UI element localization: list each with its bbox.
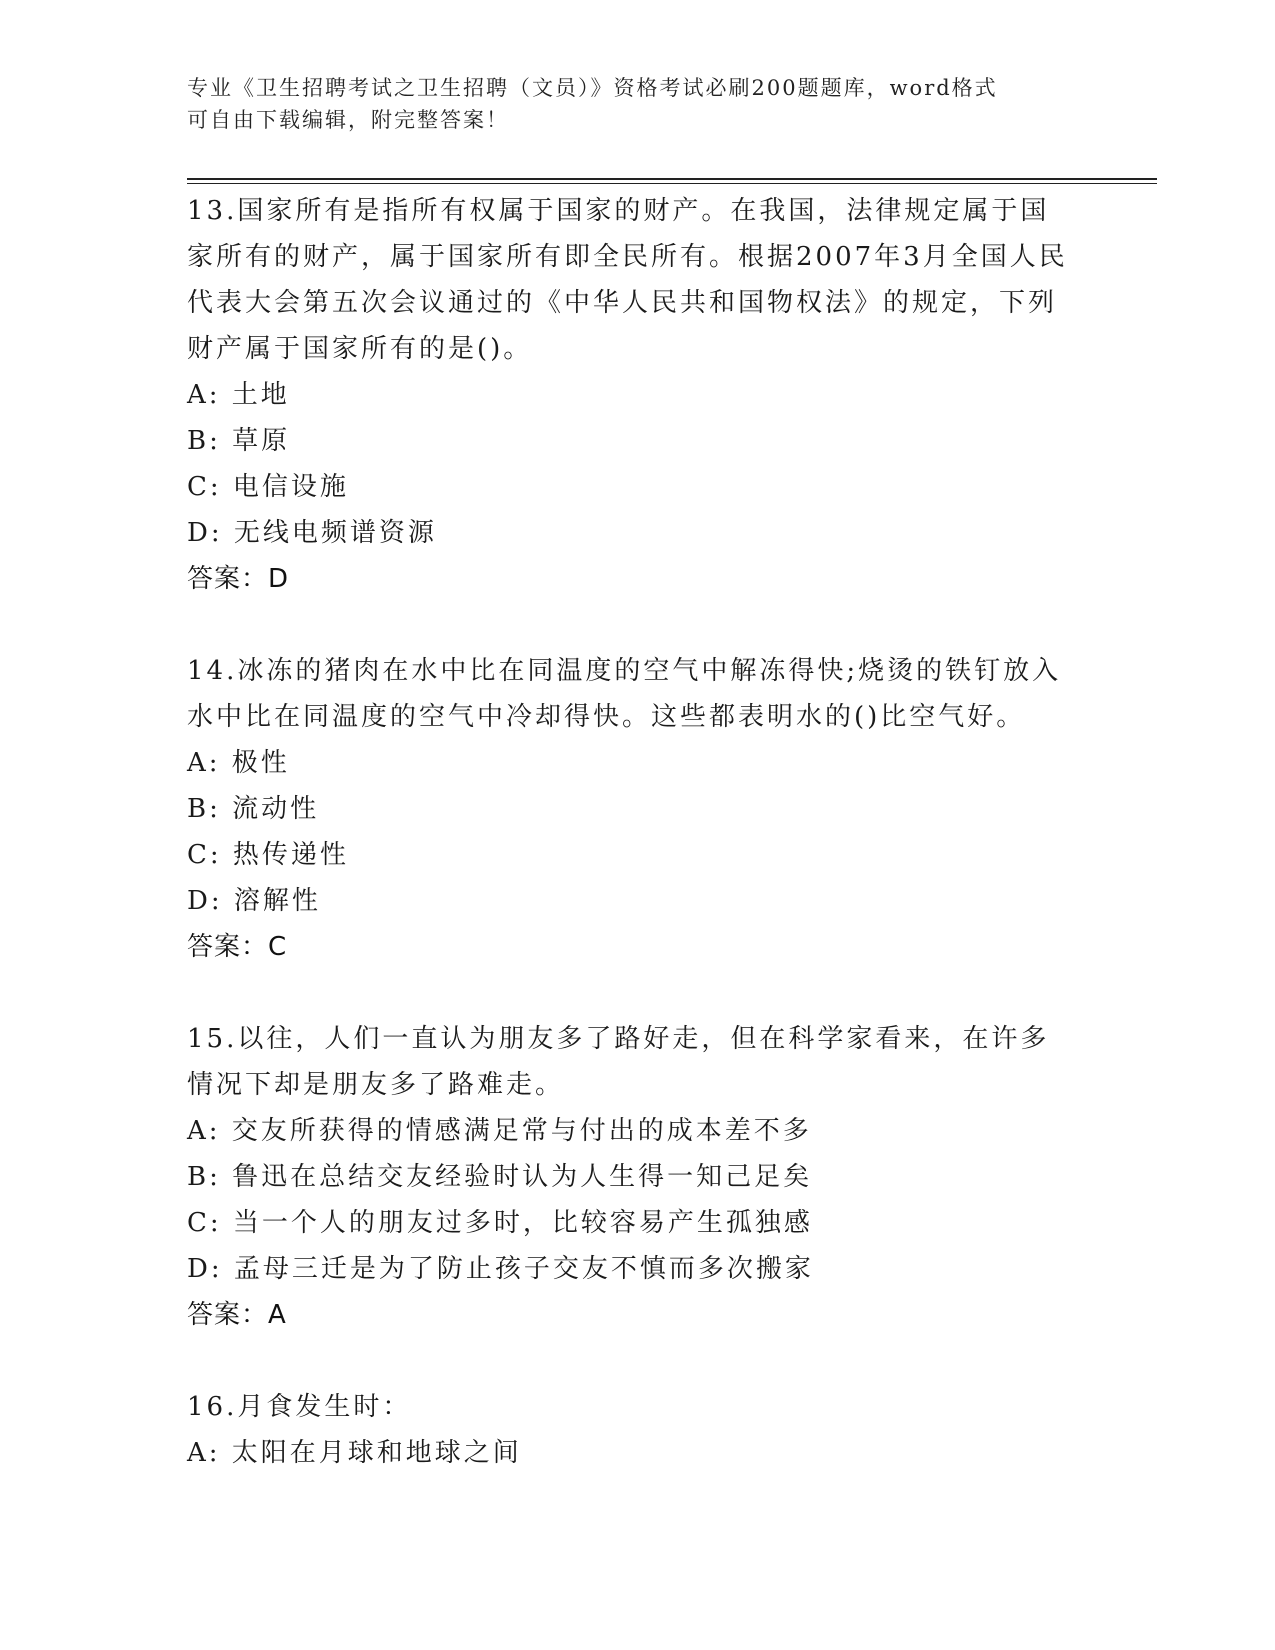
option-c: C: 当一个人的朋友过多时，比较容易产生孤独感 xyxy=(187,1208,813,1238)
option-a: A: 土地 xyxy=(187,380,290,410)
header-divider-thin xyxy=(187,183,1157,184)
document-header xyxy=(187,72,1087,136)
option-a: A: 太阳在月球和地球之间 xyxy=(187,1438,522,1468)
answer-line: 答案：D xyxy=(187,564,290,594)
spacer xyxy=(187,602,1087,648)
option-c: C: 电信设施 xyxy=(187,472,349,502)
option-b: B: 鲁迅在总结交友经验时认为人生得一知己足矣 xyxy=(187,1162,813,1192)
answer-line: 答案：A xyxy=(187,1300,287,1330)
question-list xyxy=(187,188,1087,1476)
question-14 xyxy=(187,648,1087,970)
answer-line: 答案：C xyxy=(187,932,288,962)
question-stem: 14.冰冻的猪肉在水中比在同温度的空气中解冻得快;烧烫的铁钉放入水中比在同温度的空气中冷却得快。这些都表明水的()比空气好。 xyxy=(187,656,1062,732)
question-15 xyxy=(187,1016,1087,1338)
question-stem: 15.以往，人们一直认为朋友多了路好走，但在科学家看来，在许多情况下却是朋友多了路难走。 xyxy=(187,1024,1050,1100)
question-stem: 13.国家所有是指所有权属于国家的财产。在我国，法律规定属于国家所有的财产，属于国家所有即全民所有。根据2007年3月全国人民代表大会第五次会议通过的《中华人民共和国物权法》的规定，下列财产属于国家所有的是()。 xyxy=(187,196,1068,364)
option-b: B: 草原 xyxy=(187,426,291,456)
header-line-2: 可自由下载编辑，附完整答案！ xyxy=(187,108,509,132)
spacer xyxy=(187,1338,1087,1384)
option-c: C: 热传递性 xyxy=(187,840,349,870)
option-a: A: 交友所获得的情感满足常与付出的成本差不多 xyxy=(187,1116,812,1146)
spacer xyxy=(187,970,1087,1016)
question-16 xyxy=(187,1384,1087,1476)
option-d: D: 无线电频谱资源 xyxy=(187,518,437,548)
header-line-1: 专业《卫生招聘考试之卫生招聘（文员）》资格考试必刷200题题库，word格式 xyxy=(187,76,998,100)
question-13 xyxy=(187,188,1087,602)
option-a: A: 极性 xyxy=(187,748,290,778)
option-b: B: 流动性 xyxy=(187,794,320,824)
question-stem: 16.月食发生时： xyxy=(187,1392,412,1422)
option-d: D: 孟母三迁是为了防止孩子交友不慎而多次搬家 xyxy=(187,1254,814,1284)
header-divider-thick xyxy=(187,178,1157,180)
option-d: D: 溶解性 xyxy=(187,886,321,916)
